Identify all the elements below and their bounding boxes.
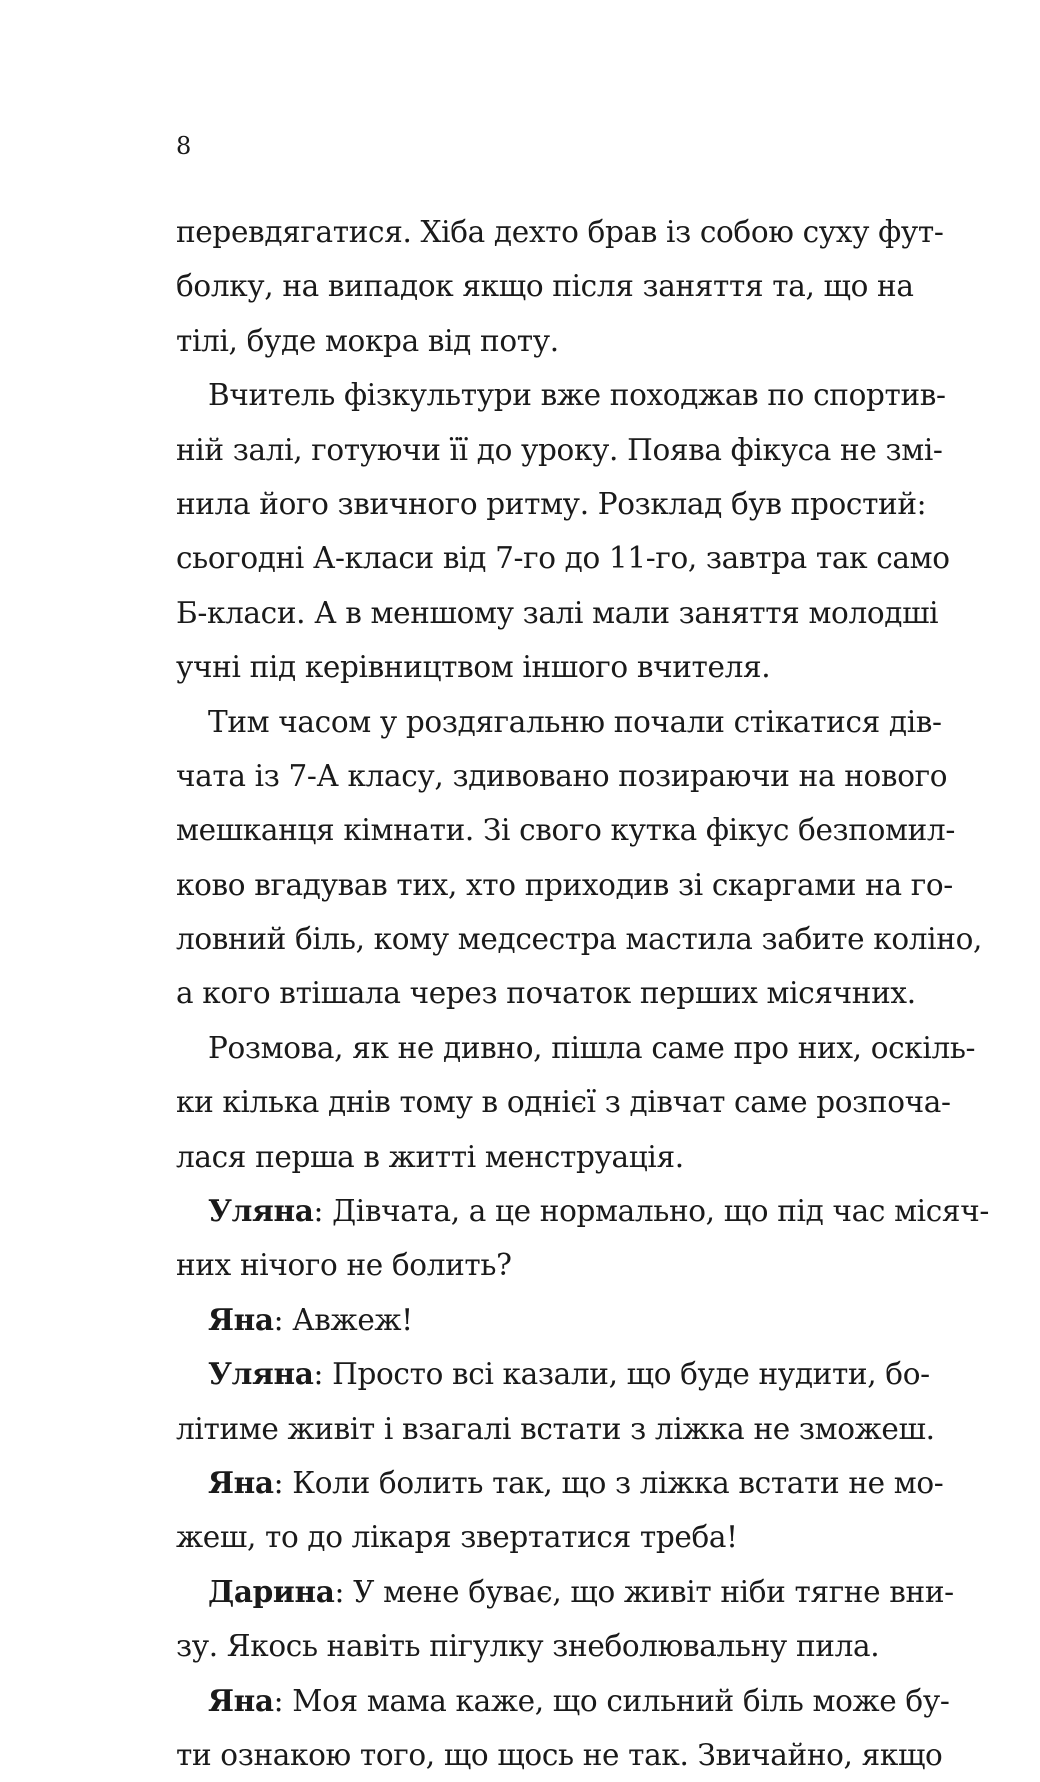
dialogue-line (176, 1293, 881, 1347)
text-line: мешканця кімнати. Зі свого кутка фікус безпомил- (176, 813, 955, 848)
dialogue-text: : Дівчата, а це нормально, що під час місяч- (313, 1194, 989, 1229)
speaker-name: Уляна (208, 1356, 314, 1392)
text-line: Тим часом у роздягальню почали стікатися дів- (208, 704, 942, 739)
text-line: чата із 7-А класу, здивовано позираючи на нового (176, 758, 948, 793)
speaker-name: Яна (208, 1682, 274, 1718)
text-line: болку, на випадок якщо після заняття та, що на (176, 269, 914, 304)
speaker-name: Уляна (208, 1193, 314, 1229)
dialogue-line (176, 1674, 950, 1728)
dialogue-text: : Моя мама каже, що сильний біль може бу- (273, 1683, 950, 1718)
text-line: перевдягатися. Хіба дехто брав із собою суху фут- (176, 215, 944, 249)
page-number: 8 (176, 132, 192, 160)
text-line: ти ознакою того, що щось не так. Звичайно, якщо (176, 1737, 943, 1772)
text-line: Б-класи. А в меншому залі мали заняття молодші (176, 595, 939, 630)
text-line: лася перша в житті менструація. (176, 1139, 684, 1174)
text-line: Розмова, як не дивно, пішла саме про них, оскіль- (208, 1030, 976, 1065)
text-line: тілі, буде мокра від поту. (176, 323, 559, 358)
speaker-name: Яна (208, 1301, 274, 1337)
speaker-name: Яна (208, 1464, 274, 1500)
text-line: ково вгадував тих, хто приходив зі скаргами на го- (176, 867, 953, 902)
text-line: нила його звичного ритму. Розклад був простий: (176, 486, 927, 521)
text-line: Вчитель фізкультури вже походжав по спортив- (208, 378, 946, 413)
dialogue-line (176, 1456, 944, 1510)
text-line: літиме живіт і взагалі встати з ліжка не зможеш. (176, 1411, 935, 1446)
dialogue-line (176, 1347, 930, 1401)
text-line: зу. Якось навіть пігулку знеболювальну пила. (176, 1629, 880, 1664)
dialogue-text: : Коли болить так, що з ліжка встати не мо- (273, 1465, 944, 1500)
text-line: учні під керівництвом іншого вчителя. (176, 650, 771, 685)
text-line: ній залі, готуючи її до уроку. Поява фікуса не змі- (176, 432, 943, 467)
text-line: ки кілька днів тому в однієї з дівчат саме розпоча- (176, 1085, 951, 1120)
text-line: сьогодні А-класи від 7-го до 11-го, завтра так само (176, 541, 950, 576)
dialogue-text: : У мене буває, що живіт ніби тягне вни- (334, 1574, 954, 1609)
speaker-name: Дарина (208, 1573, 335, 1609)
body-text (176, 205, 989, 1782)
text-line: а кого втішала через початок перших місячних. (176, 976, 916, 1011)
dialogue-text: : Авжеж! (273, 1302, 413, 1337)
text-line: ловний біль, кому медсестра мастила забите коліно, (176, 922, 983, 957)
dialogue-text: : Просто всі казали, що буде нудити, бо- (313, 1357, 930, 1392)
text-line: жеш, то до лікаря звертатися треба! (176, 1520, 738, 1555)
dialogue-line (176, 1565, 954, 1619)
text-line: них нічого не болить? (176, 1248, 512, 1283)
dialogue-line (176, 1184, 989, 1238)
